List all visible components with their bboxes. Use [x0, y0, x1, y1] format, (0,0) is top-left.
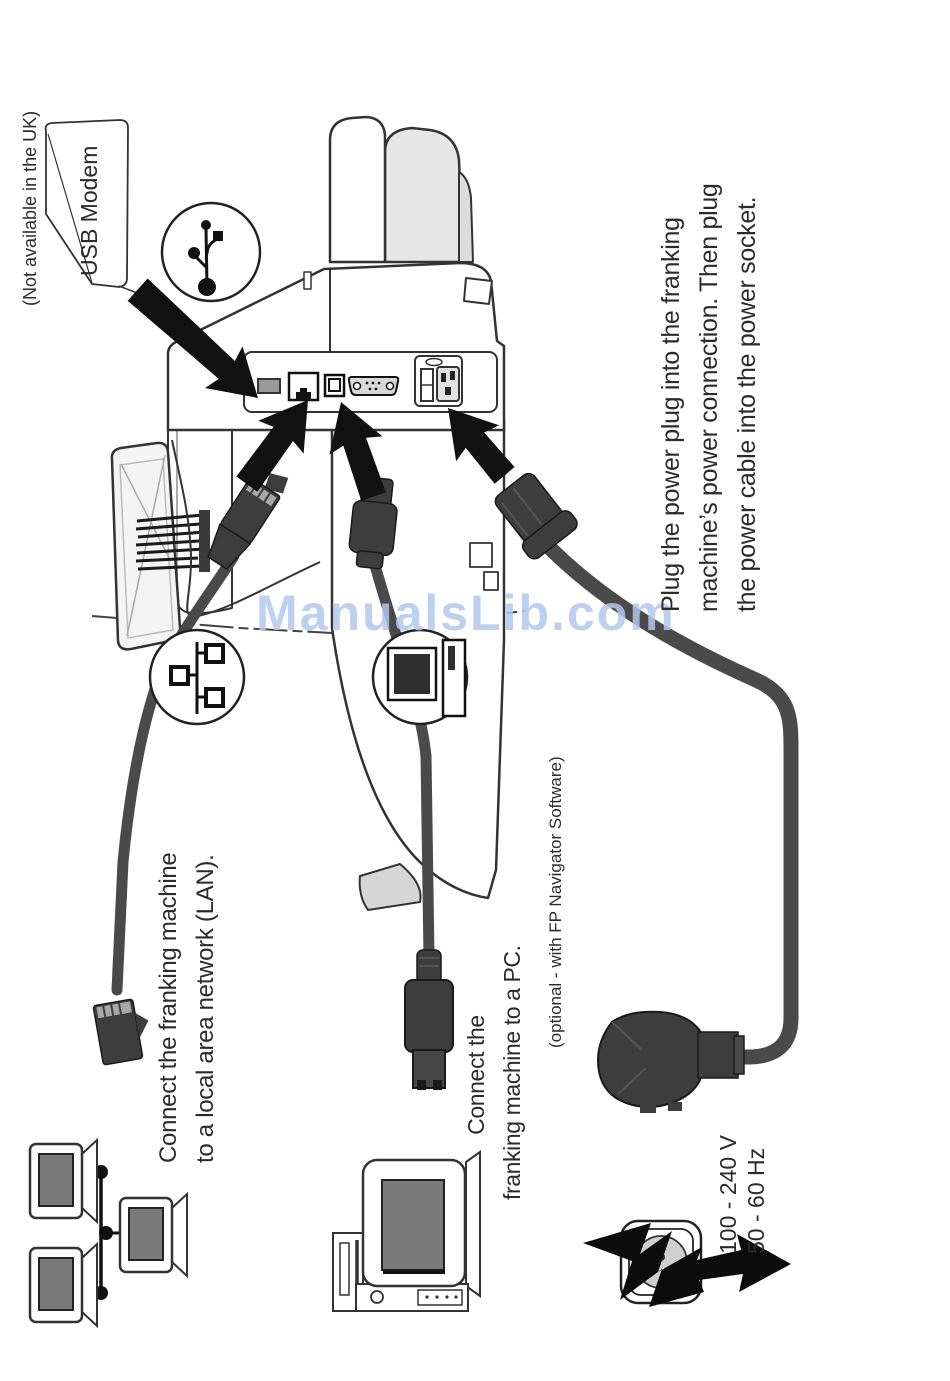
network-monitor-3: [120, 1194, 187, 1276]
not-available-note: (Not available in the UK): [20, 110, 40, 306]
usb-b-port: [325, 375, 344, 396]
pc-instruction: [458, 945, 530, 1200]
power-inlet: [415, 356, 462, 406]
catch-flap: [360, 864, 421, 910]
power-rating-line2: 50 - 60 Hz: [743, 1147, 769, 1254]
lan-instruction-line2: to a local area network (LAN).: [192, 854, 219, 1163]
network-illustration: [30, 1140, 187, 1326]
pc-symbol-badge: [373, 630, 467, 724]
lan-port: [289, 373, 318, 400]
lan-symbol-badge: [150, 630, 244, 724]
usb-modem-label: USB Modem: [76, 145, 102, 276]
usb-plug-bottom: [405, 950, 453, 1090]
modem-port: [258, 379, 280, 393]
power-instruction-line3: the power cable into the power socket.: [733, 196, 761, 612]
power-rating-line1: 100 - 240 V: [715, 1135, 741, 1254]
pc-optional-note: (optional - with FP Navigator Software): [546, 756, 565, 1048]
lan-instruction-line1: Connect the franking machine: [155, 852, 182, 1163]
power-rating: [714, 1135, 770, 1254]
power-instruction-line1: Plug the power plug into the franking: [657, 217, 685, 612]
power-instruction-line2: machine’s power connection. Then plug: [695, 183, 723, 612]
pc-instruction-line1: Connect the: [463, 1015, 489, 1135]
serial-port: [349, 377, 398, 395]
power-plug-bottom: [598, 1012, 744, 1113]
lan-plug-bottom: [93, 997, 155, 1065]
network-monitor-2: [30, 1244, 97, 1326]
network-monitor-1: [30, 1140, 97, 1222]
lan-instruction: [150, 853, 224, 1163]
usb-symbol-badge: [162, 203, 260, 301]
watermark: ManualsLib.com: [256, 585, 676, 641]
power-instruction: [652, 183, 766, 612]
pc-instruction-line2: franking machine to a PC.: [499, 945, 525, 1200]
